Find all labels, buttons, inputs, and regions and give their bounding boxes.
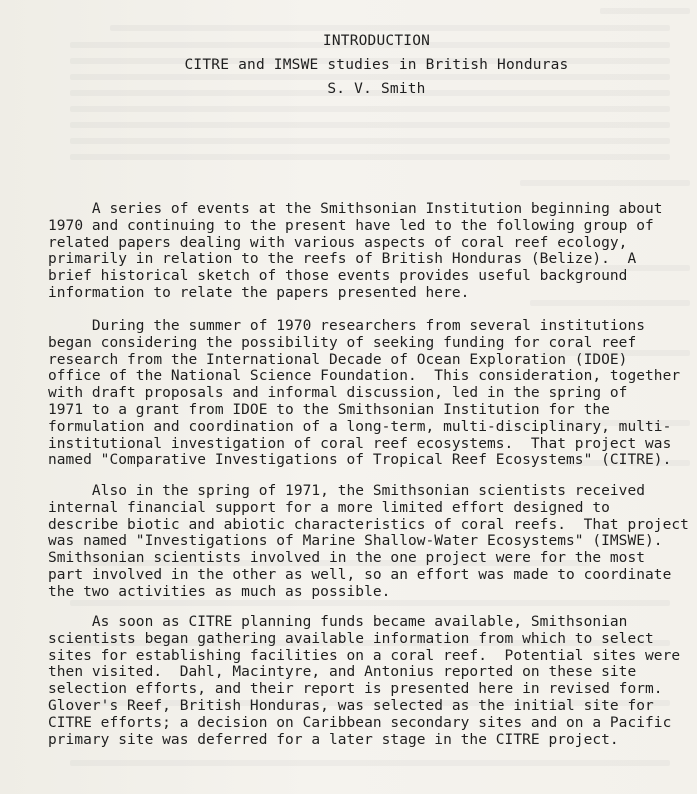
paragraph-3 [48, 483, 688, 601]
text-line: As soon as CITRE planning funds became available, Smithsonian [48, 614, 628, 630]
bleed-through-line [70, 74, 670, 80]
text-line: institutional investigation of coral reef ecosystems. That project was [48, 435, 672, 452]
page-title: INTRODUCTION [322, 33, 431, 49]
bleed-through-line [70, 760, 670, 766]
bleed-through-line [520, 180, 690, 186]
text-line: the two activities as much as possible. [48, 583, 391, 600]
text-line: part involved in the other as well, so an effort was made to coordinate [48, 566, 672, 583]
text-line: related papers dealing with various aspects of coral reef ecology, [48, 234, 628, 251]
text-line: During the summer of 1970 researchers from several institutions [48, 318, 646, 334]
text-line: Smithsonian scientists involved in the one project were for the most [48, 550, 646, 567]
text-line: primarily in relation to the reefs of British Honduras (Belize). A [48, 251, 637, 268]
text-line: CITRE efforts; a decision on Caribbean secondary sites and on a Pacific [48, 714, 672, 731]
text-line: with draft proposals and informal discussion, led in the spring of [48, 385, 628, 402]
text-line: scientists began gathering available information from which to select [48, 630, 654, 647]
text-line: office of the National Science Foundation. This consideration, together [48, 368, 681, 385]
paragraph-1 [48, 201, 688, 302]
paragraph-4 [48, 614, 688, 748]
text-line: primary site was deferred for a later stage in the CITRE project. [48, 731, 619, 748]
text-line: was named "Investigations of Marine Shallow-Water Ecosystems" (IMSWE). [48, 533, 663, 550]
text-line: Glover's Reef, British Honduras, was selected as the initial site for [48, 697, 654, 714]
text-line: 1971 to a grant from IDOE to the Smithsonian Institution for the [48, 401, 610, 418]
text-line: research from the International Decade of Ocean Exploration (IDOE) [48, 351, 628, 368]
author-name: S. V. Smith [327, 81, 426, 97]
text-line: formulation and coordination of a long-term, multi-disciplinary, multi- [48, 418, 672, 435]
text-line: information to relate the papers presented here. [48, 284, 470, 301]
text-line: then visited. Dahl, Macintyre, and Antonius reported on these site [48, 664, 637, 681]
text-line: internal financial support for a more limited effort designed to [48, 499, 610, 516]
text-line: named "Comparative Investigations of Tropical Reef Ecosystems" (CITRE). [48, 452, 672, 469]
bleed-through-line [70, 122, 670, 128]
bleed-through-line [70, 600, 670, 606]
text-line: sites for establishing facilities on a coral reef. Potential sites were [48, 647, 681, 664]
paragraph-2 [48, 318, 688, 469]
text-line: brief historical sketch of those events provides useful background [48, 268, 628, 285]
text-line: Also in the spring of 1971, the Smithsonian scientists received [48, 483, 646, 499]
bleed-through-line [600, 8, 690, 14]
text-line: describe biotic and abiotic characteristics of coral reefs. That project [48, 516, 689, 533]
text-line: A series of events at the Smithsonian Institution beginning about [48, 201, 663, 217]
bleed-through-line [70, 138, 670, 144]
bleed-through-line [70, 106, 670, 112]
bleed-through-line [110, 25, 670, 31]
page-subtitle: CITRE and IMSWE studies in British Honduras [184, 57, 569, 73]
text-line: began considering the possibility of seeking funding for coral reef [48, 334, 637, 351]
bleed-through-line [70, 154, 670, 160]
text-line: selection efforts, and their report is presented here in revised form. [48, 681, 663, 698]
text-line: 1970 and continuing to the present have led to the following group of [48, 217, 654, 234]
